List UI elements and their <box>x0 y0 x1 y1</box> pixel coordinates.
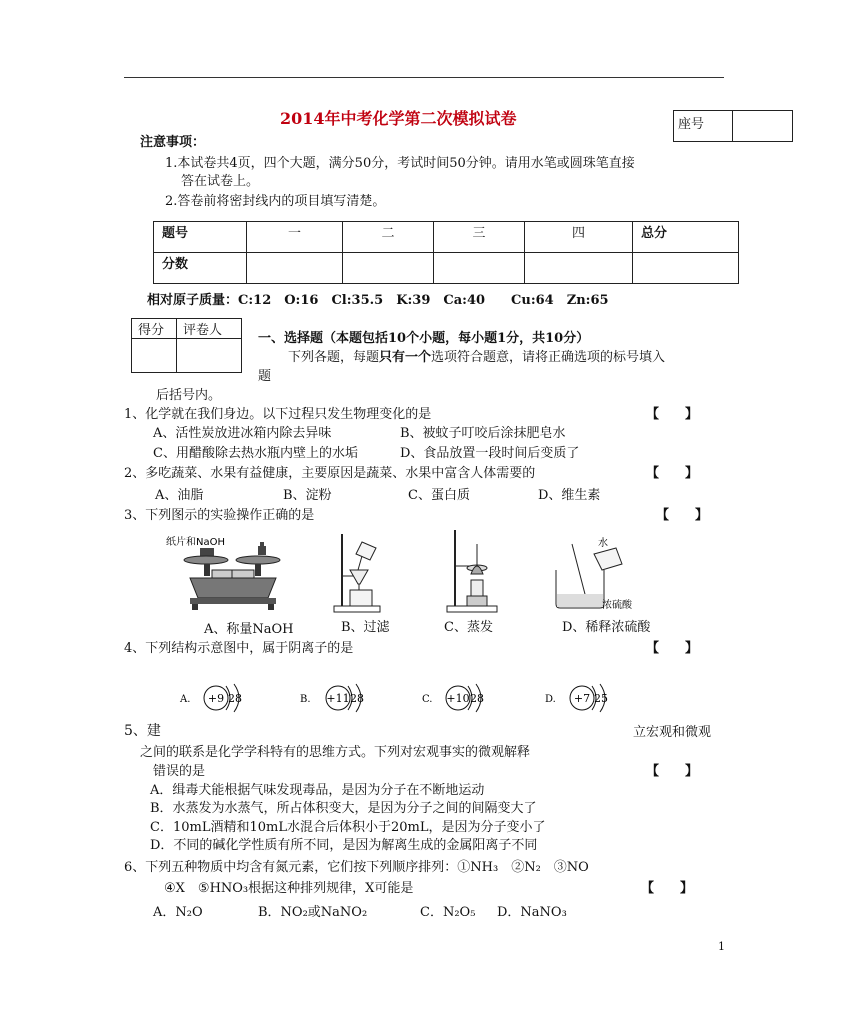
atom-letter-a: A. <box>180 694 191 705</box>
page-title: 2014年中考化学第二次模拟试卷 <box>280 109 517 128</box>
q2-option-d: D、维生素 <box>538 488 601 503</box>
notice-item-1-cont: 答在试卷上。 <box>181 174 260 189</box>
atom-letter-c: C. <box>422 694 433 705</box>
q3-answer-bracket[interactable]: 【 】 <box>656 508 709 523</box>
section-1-instruction-line2: 后括号内。 <box>156 388 222 403</box>
score-table-header-row <box>154 222 739 253</box>
q1-option-b: B、被蚊子叮咬后涂抹肥皂水 <box>400 426 566 441</box>
q2-option-a: A、油脂 <box>155 488 204 503</box>
balance-scale-illustration <box>160 534 295 616</box>
q5-stem-line2: 之间的联系是化学学科特有的思维方式。下列对宏观事实的微观解释 <box>140 745 531 760</box>
section-1-heading: 一、选择题（本题包括10个小题，每小题1分，共10分） <box>258 331 590 346</box>
atom-option-b <box>300 684 364 712</box>
dilution-acid-label: 浓硫酸 <box>602 600 632 611</box>
atom-shells-a: 28 <box>228 692 242 705</box>
atom-option-c <box>422 684 484 712</box>
atom-letter-b: B. <box>300 694 311 705</box>
q3-option-c: C、蒸发 <box>444 620 493 635</box>
atom-option-d <box>545 684 608 712</box>
filtration-illustration <box>330 530 382 615</box>
score-cell[interactable] <box>247 253 343 284</box>
q3-option-a: A、称量NaOH <box>204 622 294 637</box>
q1-stem: 1、化学就在我们身边。以下过程只发生物理变化的是 <box>124 407 432 422</box>
grader-score-field[interactable] <box>132 339 177 373</box>
score-header-cell: 题号 <box>154 222 247 253</box>
seat-label: 座号 <box>674 111 733 141</box>
notice-item-1: 1.本试卷共4页，四个大题，满分50分，考试时间50分钟。请用水笔或圆珠笔直接 <box>165 156 635 171</box>
grader-table <box>131 318 242 373</box>
q2-option-c: C、蛋白质 <box>408 488 470 503</box>
dilution-water-label: 水 <box>598 538 608 549</box>
dilution-illustration <box>552 534 632 614</box>
score-cell[interactable] <box>525 253 633 284</box>
q4-stem: 4、下列结构示意图中，属于阴离子的是 <box>124 641 354 656</box>
atom-structure-diagrams <box>168 680 638 716</box>
notice-item-2: 2.答卷前将密封线内的项目填写清楚。 <box>165 194 386 209</box>
q5-stem-right: 立宏观和微观 <box>633 725 712 740</box>
q1-answer-bracket[interactable]: 【 】 <box>646 407 699 422</box>
score-header-cell: 四 <box>525 222 633 253</box>
q5-option-d: D．不同的碱化学性质有所不同，是因为解离生成的金属阳离子不同 <box>150 838 538 853</box>
grader-score-label: 得分 <box>132 319 177 339</box>
page-number: 1 <box>718 940 725 953</box>
q3-option-d: D、稀释浓硫酸 <box>562 620 651 635</box>
score-cell[interactable] <box>343 253 434 284</box>
score-cell[interactable] <box>434 253 525 284</box>
q2-answer-bracket[interactable]: 【 】 <box>646 466 699 481</box>
score-row-label: 分数 <box>154 253 247 284</box>
q6-stem-line2: ④X ⑤HNO₃根据这种排列规律，X可能是 <box>164 881 414 896</box>
atom-shells-d: 25 <box>594 692 608 705</box>
atomic-mass-line: 相对原子质量：C:12 O:16 Cl:35.5 K:39 Ca:40 Cu:64 Zn:65 <box>147 293 609 308</box>
evaporation-illustration <box>445 528 500 616</box>
atom-nucleus-a: +9 <box>207 692 225 705</box>
q6-answer-bracket[interactable]: 【 】 <box>641 881 694 896</box>
score-header-cell: 三 <box>434 222 525 253</box>
q6-option-c: C．N₂O₅ <box>420 905 476 920</box>
q5-number: 5、建 <box>124 723 161 739</box>
q6-stem: 6、下列五种物质中均含有氮元素，它们按下列顺序排列：①NH₃ ②N₂ ③NO <box>124 860 589 875</box>
grader-name-field[interactable] <box>177 339 242 373</box>
q5-option-b: B．水蒸发为水蒸气，所占体积变大，是因为分子之间的间隔变大了 <box>150 801 537 816</box>
q5-option-a: A．缉毒犬能根据气味发现毒品，是因为分子在不断地运动 <box>150 783 485 798</box>
atom-nucleus-d: +7 <box>573 692 591 705</box>
q1-option-d: D、食品放置一段时间后变质了 <box>400 446 580 461</box>
score-table-value-row <box>154 253 739 284</box>
q5-answer-bracket[interactable]: 【 】 <box>646 764 699 779</box>
q6-option-b: B．NO₂或NaNO₂ <box>258 905 368 920</box>
q6-option-d: D．NaNO₃ <box>497 905 567 920</box>
atom-shells-b: 28 <box>350 692 364 705</box>
section-1-instruction-tail: 题 <box>258 369 272 384</box>
top-rule <box>124 77 724 78</box>
score-header-cell: 一 <box>247 222 343 253</box>
score-cell[interactable] <box>633 253 739 284</box>
atom-option-a <box>179 684 242 712</box>
q2-option-b: B、淀粉 <box>283 488 332 503</box>
atom-nucleus-c: +10 <box>446 692 470 705</box>
seat-number-box <box>673 110 793 142</box>
balance-paper-naoh-label: 纸片和NaOH <box>166 537 225 548</box>
q1-option-c: C、用醋酸除去热水瓶内壁上的水垢 <box>153 446 358 461</box>
section-1-instruction: 下列各题，每题只有一个选项符合题意，请将正确选项的标号填入 <box>288 350 666 365</box>
q3-stem: 3、下列图示的实验操作正确的是 <box>124 508 315 523</box>
notice-heading: 注意事项： <box>140 135 206 150</box>
q6-option-a: A．N₂O <box>153 905 203 920</box>
q2-stem: 2、多吃蔬菜、水果有益健康，主要原因是蔬菜、水果中富含人体需要的 <box>124 466 536 481</box>
atom-letter-d: D. <box>545 694 556 705</box>
seat-value-field[interactable] <box>733 111 792 141</box>
score-header-cell: 二 <box>343 222 434 253</box>
atom-nucleus-b: +11 <box>326 692 350 705</box>
q5-stem-line3: 错误的是 <box>153 764 206 779</box>
q4-answer-bracket[interactable]: 【 】 <box>646 641 699 656</box>
q3-option-b: B、过滤 <box>341 620 390 635</box>
score-header-cell: 总分 <box>633 222 739 253</box>
q5-option-c: C．10mL酒精和10mL水混合后体积小于20mL，是因为分子变小了 <box>150 820 546 835</box>
atom-shells-c: 28 <box>470 692 484 705</box>
score-table <box>153 221 739 284</box>
grader-name-label: 评卷人 <box>177 319 242 339</box>
q1-option-a: A、活性炭放进冰箱内除去异味 <box>153 426 332 441</box>
